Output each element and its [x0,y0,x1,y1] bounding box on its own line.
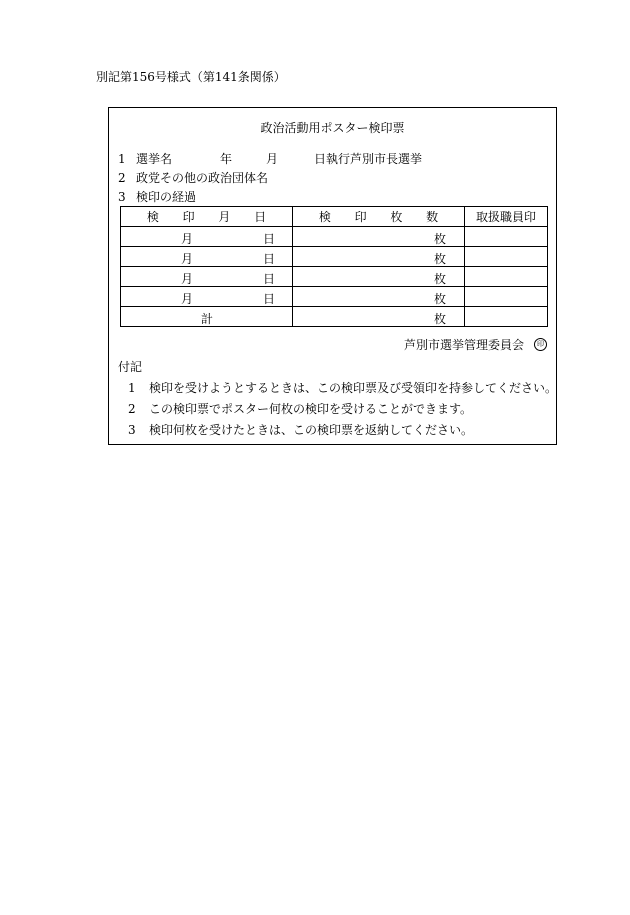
item-stamp-history [118,188,196,205]
item-number: 1 [118,152,126,166]
officer-seal-cell[interactable] [465,287,548,307]
item-label: 政党その他の政治団体名 [136,171,269,185]
seal-icon: 印 [534,338,547,351]
month-label: 月 [181,272,194,286]
note-number: 2 [128,402,136,416]
count-cell[interactable] [293,247,465,267]
table-row [121,267,548,287]
unit-label: 枚 [433,272,446,286]
note-item [128,421,473,438]
item-label: 選挙名 [136,152,173,166]
officer-seal-cell[interactable] [465,247,548,267]
header-char: 検 [146,210,159,224]
date-cell[interactable] [121,287,293,307]
committee-name: 芦別市選挙管理委員会 [403,338,524,352]
note-number: 3 [128,423,136,437]
stamp-history-table [120,206,548,327]
count-cell[interactable] [293,227,465,247]
total-label-cell [121,307,293,327]
date-cell[interactable] [121,227,293,247]
item-election-name [118,150,422,167]
note-item [128,379,557,396]
total-label: 計 [201,312,214,326]
header-char: 枚 [390,210,403,224]
header-stamp-date [121,207,293,227]
election-suffix: 日執行芦別市長選挙 [314,152,423,166]
item-party-name [118,169,268,186]
day-label: 日 [263,232,276,246]
item-number: 2 [118,171,126,185]
total-officer-cell[interactable] [465,307,548,327]
header-char: 印 [182,210,195,224]
unit-label: 枚 [433,312,446,326]
header-char: 印 [354,210,367,224]
total-count-cell[interactable] [293,307,465,327]
item-number: 3 [118,190,126,204]
table-header-row [121,207,548,227]
header-char: 月 [218,210,231,224]
header-stamp-count [293,207,465,227]
header-char: 検 [318,210,331,224]
committee-signature [404,336,547,353]
unit-label: 枚 [433,292,446,306]
table-row [121,247,548,267]
form-title: 政治活動用ポスター検印票 [260,121,405,135]
month-label: 月 [181,252,194,266]
date-cell[interactable] [121,247,293,267]
month-label: 月 [266,152,279,166]
date-cell[interactable] [121,267,293,287]
count-cell[interactable] [293,267,465,287]
poster-stamp-form [108,107,557,445]
item-label: 検印の経過 [136,190,197,204]
note-text: この検印票でポスター何枚の検印を受けることができます。 [149,402,473,416]
header-char: 数 [426,210,439,224]
note-number: 1 [128,381,136,395]
note-text: 検印何枚を受けたときは、この検印票を返納してください。 [149,423,474,437]
day-label: 日 [263,272,276,286]
month-label: 月 [181,292,194,306]
table-total-row [121,307,548,327]
table-row [121,227,548,247]
officer-seal-cell[interactable] [465,227,548,247]
day-label: 日 [263,252,276,266]
table-row [121,287,548,307]
header-char: 日 [254,210,267,224]
notes-title: 付記 [118,360,143,374]
note-item [128,400,472,417]
note-text: 検印を受けようとするときは、この検印票及び受領印を持参してください。 [149,381,558,395]
unit-label: 枚 [433,252,446,266]
year-label: 年 [220,152,233,166]
month-label: 月 [181,232,194,246]
unit-label: 枚 [433,232,446,246]
count-cell[interactable] [293,287,465,307]
header-officer-seal: 取扱職員印 [465,207,548,227]
officer-seal-cell[interactable] [465,267,548,287]
form-reference: 別記第156号様式（第141条関係） [96,70,286,84]
day-label: 日 [263,292,276,306]
